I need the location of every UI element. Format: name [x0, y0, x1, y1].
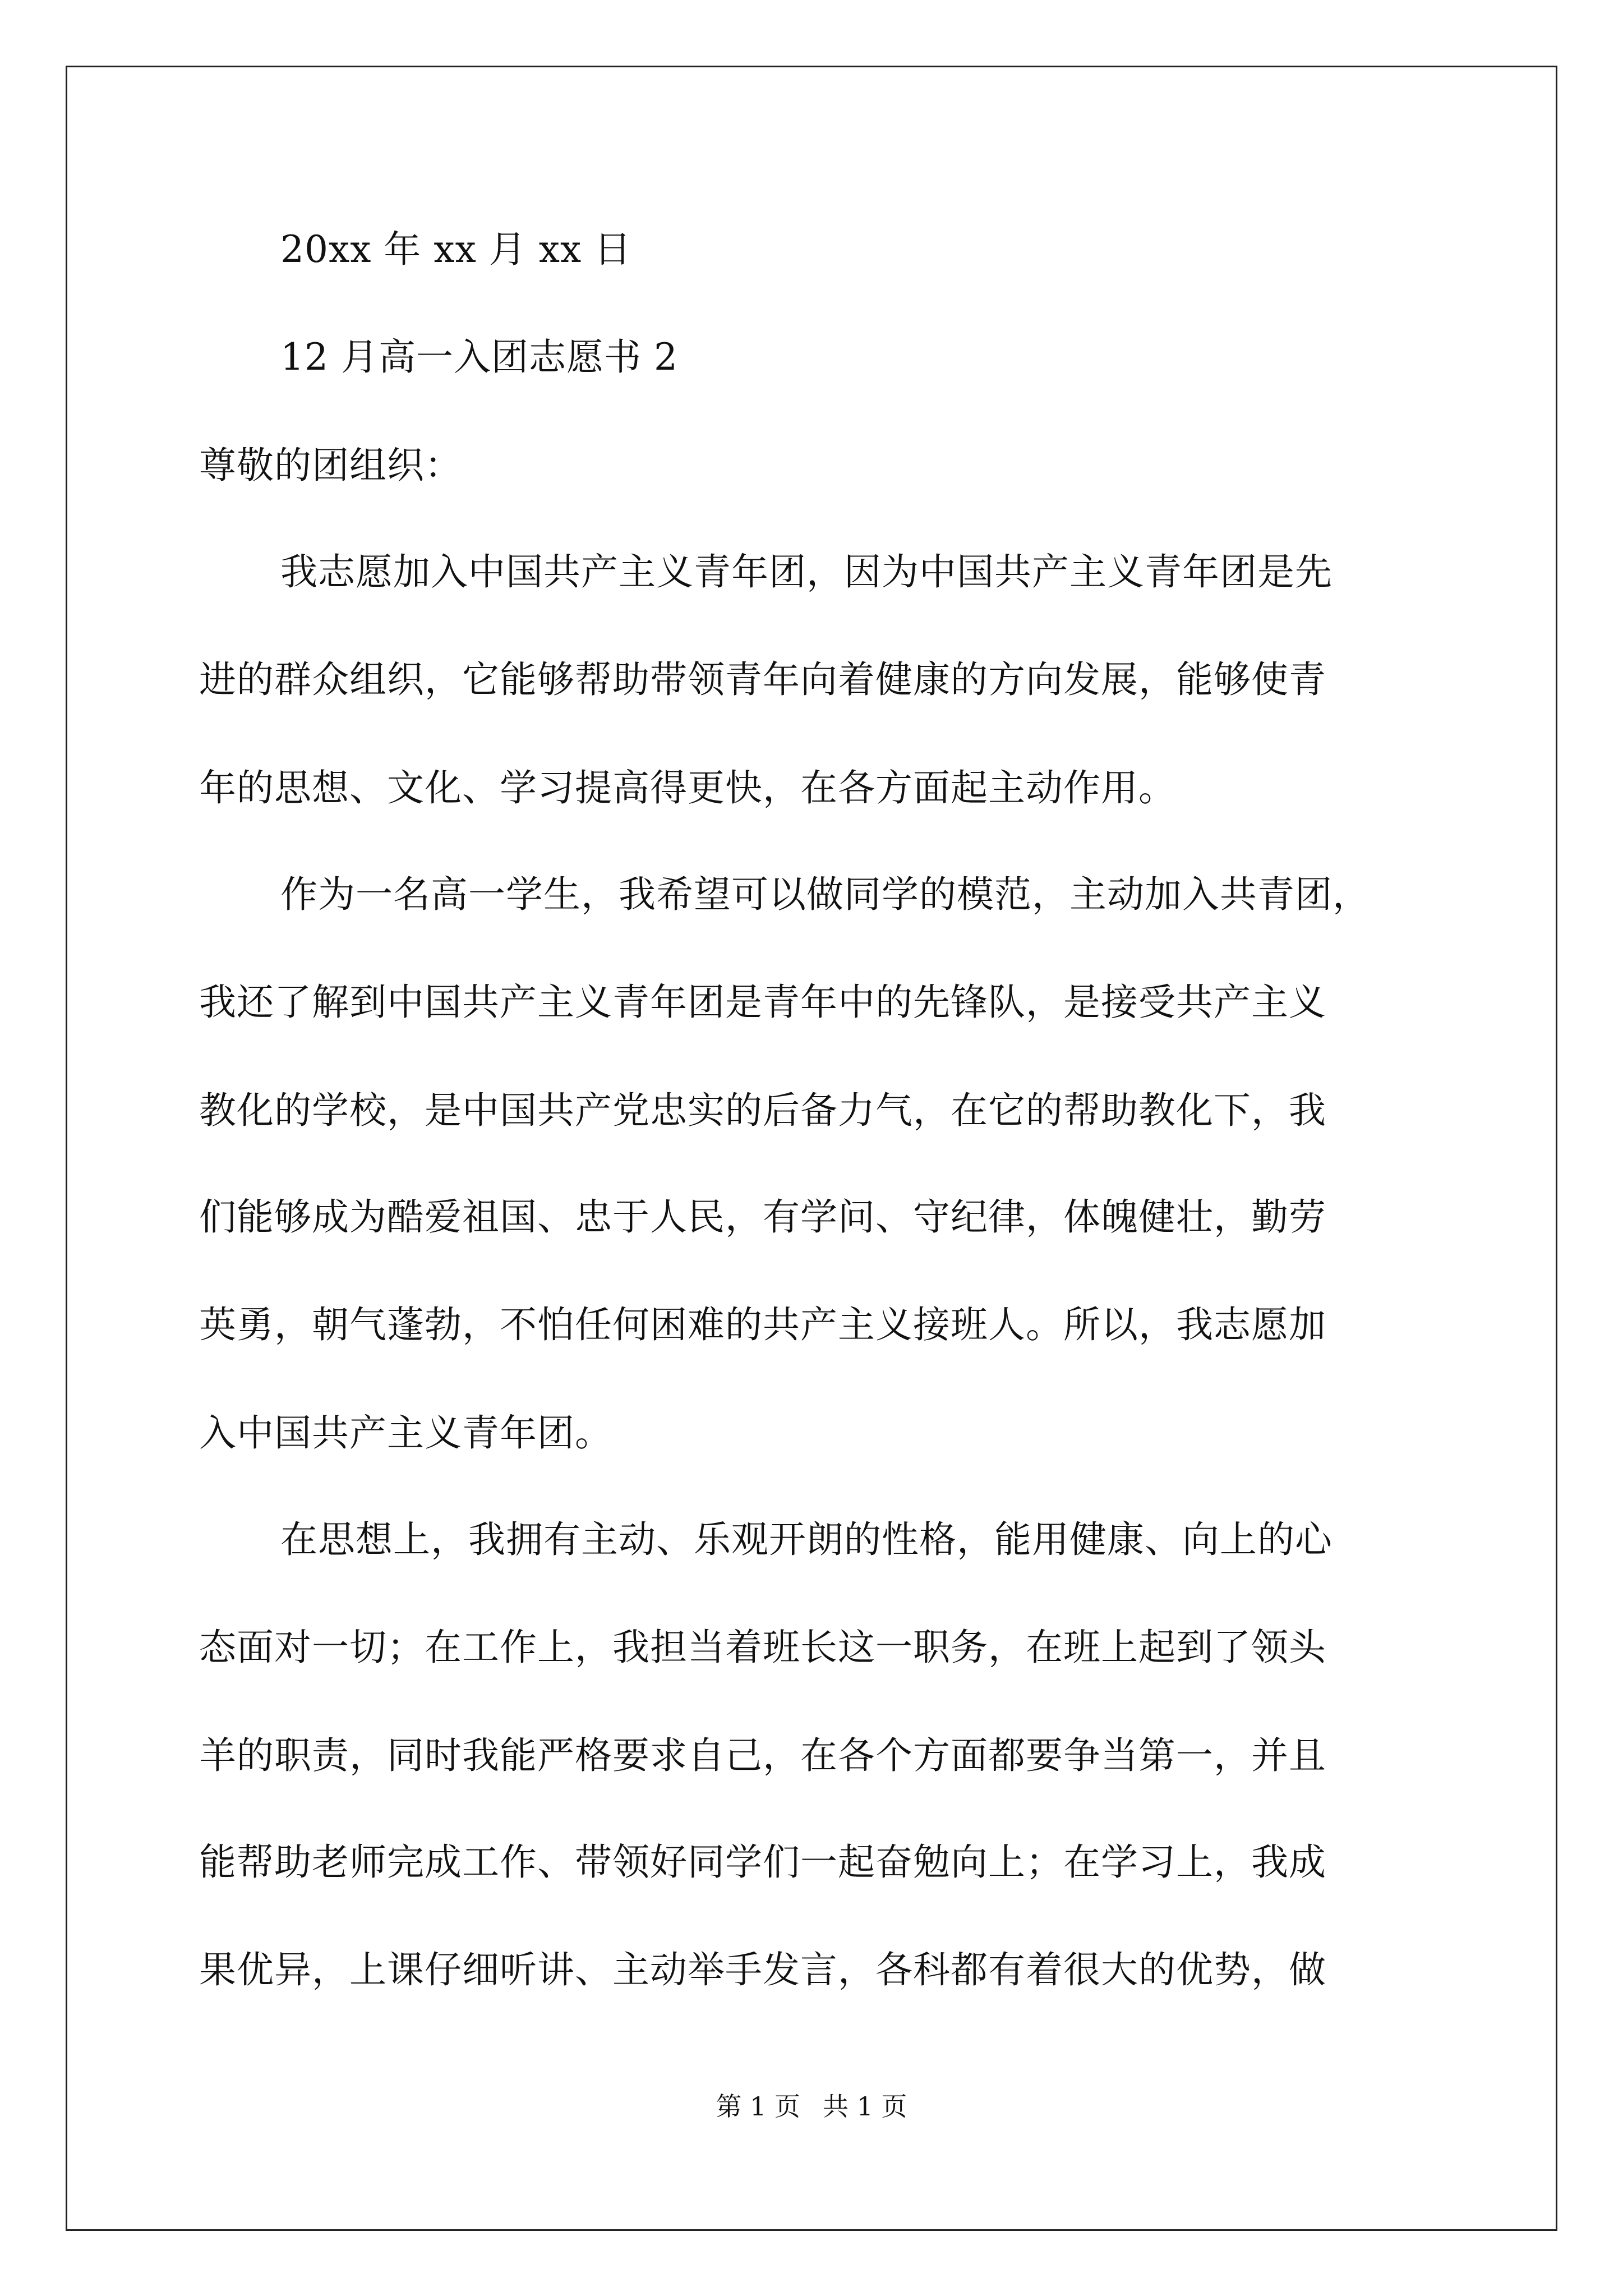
date-line: 20xx 年 xx 月 xx 日 [280, 228, 632, 271]
page-border [66, 66, 1557, 2231]
paragraph-line: 作为一名高一学生，我希望可以做同学的模范，主动加入共青团， [280, 873, 1370, 916]
paragraph-line: 年的思想、文化、学习提高得更快，在各方面起主动作用。 [199, 766, 1176, 809]
paragraph-line: 羊的职责，同时我能严格要求自己，在各个方面都要争当第一，并且 [199, 1734, 1326, 1777]
paragraph-line: 们能够成为酷爱祖国、忠于人民，有学问、守纪律，体魄健壮，勤劳 [199, 1195, 1326, 1239]
paragraph-line: 我志愿加入中国共产主义青年团，因为中国共产主义青年团是先 [280, 550, 1332, 593]
page-footer [0, 2090, 1623, 2123]
paragraph-line: 进的群众组织，它能够帮助带领青年向着健康的方向发展，能够使青 [199, 658, 1326, 701]
page-number: 第 1 页 [716, 2091, 800, 2122]
paragraph-line: 我还了解到中国共产主义青年团是青年中的先锋队，是接受共产主义 [199, 981, 1326, 1024]
paragraph-line: 能帮助老师完成工作、带领好同学们一起奋勉向上；在学习上，我成 [199, 1841, 1326, 1884]
paragraph-line: 态面对一切；在工作上，我担当着班长这一职务，在班上起到了领头 [199, 1626, 1326, 1669]
paragraph-line: 果优异，上课仔细听讲、主动举手发言，各科都有着很大的优势，做 [199, 1948, 1326, 1991]
paragraph-line: 教化的学校，是中国共产党忠实的后备力气，在它的帮助教化下，我 [199, 1089, 1326, 1132]
paragraph-line: 在思想上，我拥有主动、乐观开朗的性格，能用健康、向上的心 [280, 1518, 1332, 1561]
page-total: 共 1 页 [823, 2091, 907, 2122]
salutation: 尊敬的团组织： [199, 444, 462, 487]
paragraph-line: 英勇，朝气蓬勃，不怕任何困难的共产主义接班人。所以，我志愿加 [199, 1303, 1326, 1346]
paragraph-line: 入中国共产主义青年团。 [199, 1411, 612, 1455]
document-heading: 12 月高一入团志愿书 2 [280, 335, 678, 379]
